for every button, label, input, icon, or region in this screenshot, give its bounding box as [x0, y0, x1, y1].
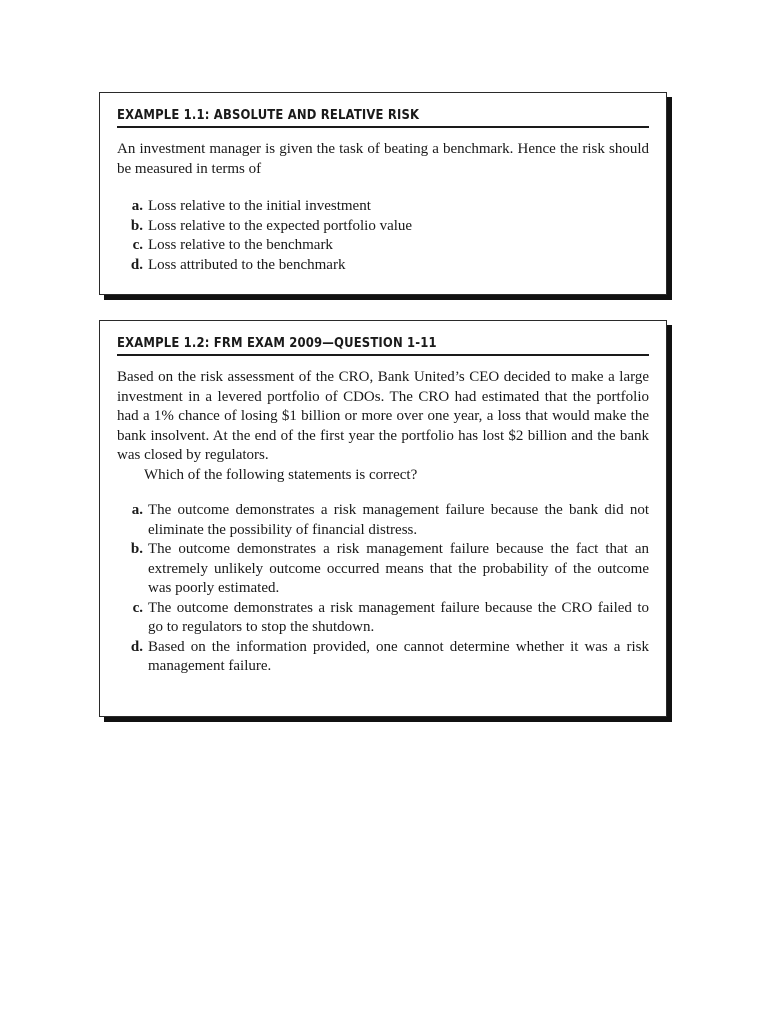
option-c — [117, 236, 649, 256]
option-text: Based on the information provided, one cannot determine whether it was a risk management failure. — [148, 638, 649, 674]
question-prompt: Which of the following statements is correct? — [144, 466, 418, 483]
answer-options — [117, 197, 649, 275]
option-text: The outcome demonstrates a risk management failure because the bank did not eliminate the possibility of financial distress. — [148, 502, 649, 538]
option-label: b. — [130, 217, 143, 234]
question-text: An investment manager is given the task of beating a benchmark. Hence the risk should be measured in terms of — [117, 141, 649, 177]
option-text: Loss relative to the benchmark — [148, 237, 333, 253]
option-c — [117, 599, 649, 638]
option-label: c. — [132, 237, 143, 253]
option-text: Loss relative to the initial investment — [148, 198, 371, 214]
option-label: a. — [131, 198, 143, 214]
option-d — [117, 256, 649, 276]
option-label: d. — [130, 256, 143, 273]
heading-rule — [117, 354, 649, 356]
question-text: Based on the risk assessment of the CRO, Bank United’s CEO decided to make a large investment in a levered portfolio of CDOs. The CRO had estimated that the portfolio had a 1% chance of losing $1 billion or more over one year, a loss that would make the bank insolvent. At the end of the first year the portfolio has lost $2 billion and the bank was closed by regulators. — [117, 369, 649, 463]
option-label: a. — [131, 502, 143, 518]
option-label: c. — [132, 599, 143, 616]
example-heading: EXAMPLE 1.2: FRM EXAM 2009—QUESTION 1-11 — [117, 335, 437, 351]
option-a — [117, 501, 649, 540]
example-heading: EXAMPLE 1.1: ABSOLUTE AND RELATIVE RISK — [117, 107, 420, 123]
option-text: The outcome demonstrates a risk management failure because the fact that an extremely unlikely outcome occurred means that the probability of the outcome was poorly estimated. — [148, 541, 649, 596]
option-text: Loss relative to the expected portfolio value — [148, 217, 413, 234]
option-label: d. — [130, 638, 143, 655]
answer-options — [117, 501, 649, 677]
option-b — [117, 540, 649, 599]
example-1-1-box — [99, 92, 667, 295]
option-text: Loss attributed to the benchmark — [148, 256, 346, 273]
option-text: The outcome demonstrates a risk management failure because the CRO failed to go to regulators to stop the shutdown. — [148, 599, 649, 635]
example-1-2-box — [99, 320, 667, 717]
heading-rule — [117, 126, 649, 128]
option-label: b. — [130, 541, 143, 557]
option-b — [117, 217, 649, 237]
option-d — [117, 638, 649, 677]
option-a — [117, 197, 649, 217]
